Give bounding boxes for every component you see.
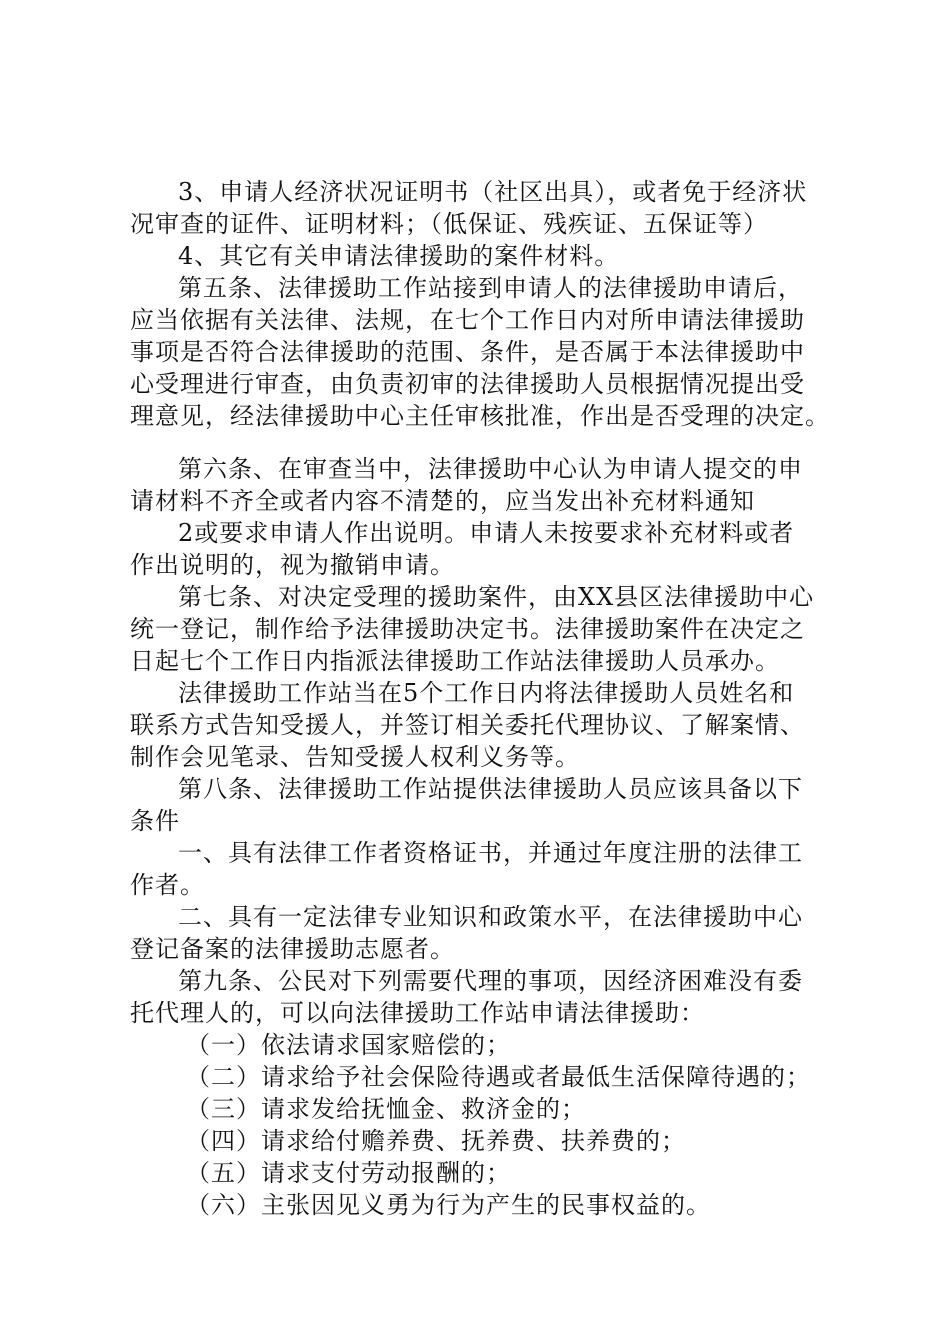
text-line: 作者。 — [130, 871, 205, 899]
text-line: 请材料不齐全或者内容不清楚的，应当发出补充材料通知 — [130, 487, 755, 515]
text-line: 二、具有一定法律专业知识和政策水平，在法律援助中心 — [178, 903, 803, 931]
text-line: 第七条、对决定受理的援助案件，由XX县区法律援助中心 — [178, 583, 815, 611]
text-line: 第八条、法律援助工作站提供法律援助人员应该具备以下 — [178, 775, 803, 803]
list-item: （六）主张因见义勇为行为产生的民事权益的。 — [186, 1191, 711, 1219]
list-item: （一）依法请求国家赔偿的； — [186, 1031, 511, 1059]
list-item: （四）请求给付赡养费、抚养费、扶养费的； — [186, 1127, 686, 1155]
text-line: 3、申请人经济状况证明书（社区出具），或者免于经济状 — [178, 178, 808, 206]
text-line: 制作会见笔录、告知受援人权利义务等。 — [130, 743, 580, 771]
list-item: （五）请求支付劳动报酬的； — [186, 1159, 511, 1187]
text-line: 托代理人的，可以向法律援助工作站申请法律援助： — [130, 999, 705, 1027]
text-line: 一、具有法律工作者资格证书，并通过年度注册的法律工 — [178, 839, 803, 867]
text-line: 理意见，经法律援助中心主任审核批准，作出是否受理的决定。 — [130, 402, 830, 430]
text-line: 况审查的证件、证明材料；（低保证、残疾证、五保证等） — [130, 210, 768, 238]
text-line: 法律援助工作站当在5个工作日内将法律援助人员姓名和 — [178, 679, 795, 707]
list-item: （三）请求发给抚恤金、救济金的； — [186, 1095, 586, 1123]
text-line: 作出说明的，视为撤销申请。 — [130, 551, 455, 579]
text-line: 第六条、在审查当中，法律援助中心认为申请人提交的申 — [178, 455, 803, 483]
text-line: 事项是否符合法律援助的范围、条件，是否属于本法律援助中 — [130, 338, 805, 366]
text-line: 第九条、公民对下列需要代理的事项，因经济困难没有委 — [178, 967, 803, 995]
text-line: 统一登记，制作给予法律援助决定书。法律援助案件在决定之 — [130, 615, 805, 643]
text-line: 心受理进行审查，由负责初审的法律援助人员根据情况提出受 — [130, 370, 805, 398]
text-line: 2或要求申请人作出说明。申请人未按要求补充材料或者 — [178, 519, 795, 547]
list-item: （二）请求给予社会保险待遇或者最低生活保障待遇的； — [186, 1063, 811, 1091]
text-line: 第五条、法律援助工作站接到申请人的法律援助申请后， — [178, 274, 803, 302]
text-line: 日起七个工作日内指派法律援助工作站法律援助人员承办。 — [130, 647, 780, 675]
text-line: 条件 — [130, 807, 180, 835]
text-line: 联系方式告知受援人，并签订相关委托代理协议、了解案情、 — [130, 711, 805, 739]
text-line: 应当依据有关法律、法规，在七个工作日内对所申请法律援助 — [130, 306, 805, 334]
text-line: 登记备案的法律援助志愿者。 — [130, 935, 455, 963]
text-line: 4、其它有关申请法律援助的案件材料。 — [178, 242, 620, 270]
